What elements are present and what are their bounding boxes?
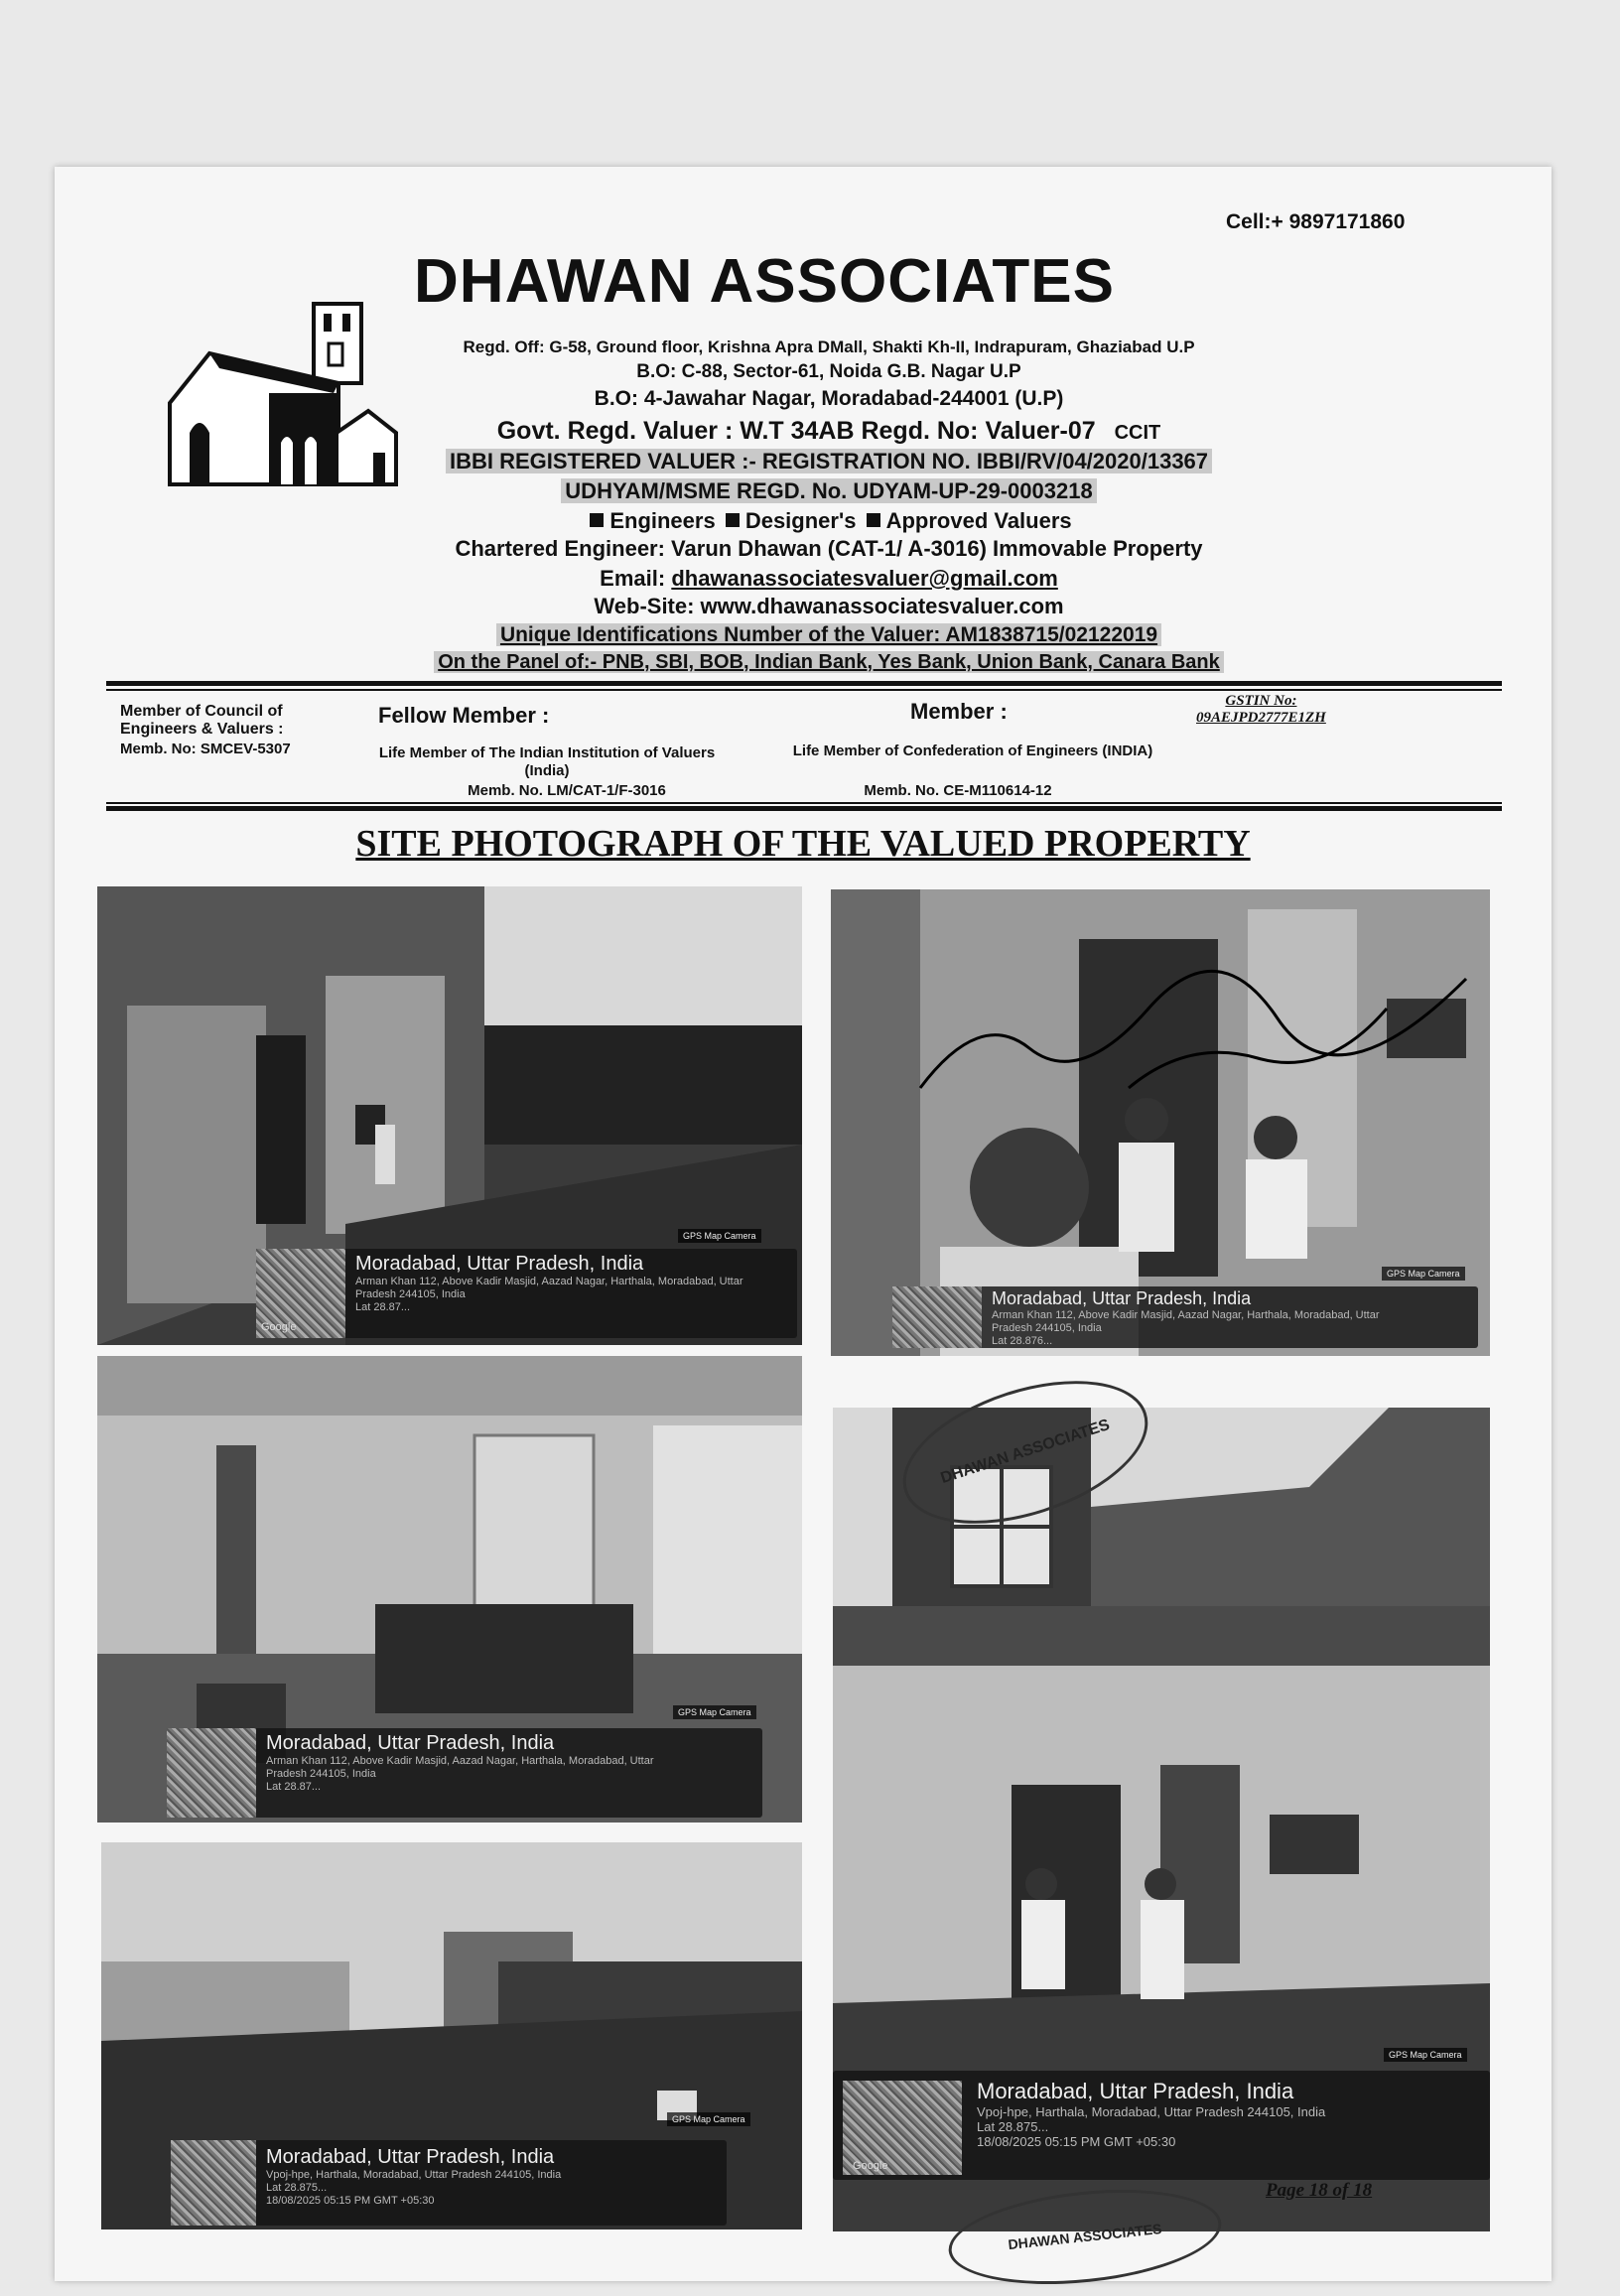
gstin (1196, 693, 1326, 727)
govt-valuer (243, 417, 1415, 446)
govt-valuer-text: Govt. Regd. Valuer : W.T 34AB Regd. No: Valuer-07 (496, 417, 1096, 445)
gps-location: Moradabad, Uttar Pradesh, India (266, 2146, 555, 2168)
gps-text (992, 1288, 1380, 1348)
fellow-text: Life Member of The Indian Institution of Valuers (India) (378, 744, 716, 779)
bullet-square-icon (867, 513, 880, 527)
google-label: Google (853, 2160, 888, 2172)
site-photo-persons (831, 889, 1490, 1356)
stamp-text: DHAWAN ASSOCIATES (938, 1416, 1113, 1488)
section-title: SITE PHOTOGRAPH OF THE VALUED PROPERTY (355, 823, 1251, 865)
uin-text: Unique Identifications Number of the Valuer: AM1838715/02122019 (496, 623, 1161, 646)
map-thumbnail (892, 1286, 982, 1348)
gps-overlay (833, 2071, 1490, 2180)
gps-camera-tag: GPS Map Camera (667, 2112, 750, 2126)
fellow-label: Fellow Member : (378, 703, 550, 728)
email-label: Email: (600, 566, 672, 591)
cell-number: Cell:+ 9897171860 (1226, 210, 1406, 233)
council-member: Member of Council of Engineers & Valuers : (120, 703, 284, 738)
gps-address: Vpoj-hpe, Harthala, Moradabad, Uttar Pradesh 244105, India Lat 28.875... 18/08/2025 05:15 PM GMT +05:30 (977, 2104, 1326, 2149)
ibbi-text: IBBI REGISTERED VALUER :- REGISTRATION NO. IBBI/RV/04/2020/13367 (446, 449, 1212, 473)
chartered-engineer: Chartered Engineer: Varun Dhawan (CAT-1/ A-3016) Immovable Property (455, 536, 1203, 561)
regd-office: Regd. Off: G-58, Ground floor, Krishna Apra DMall, Shakti Kh-II, Indrapuram, Ghaziabad U.P (463, 338, 1195, 356)
uin-line (243, 623, 1415, 647)
page-number: Page 18 of 18 (1266, 2180, 1373, 2201)
firm-name: DHAWAN ASSOCIATES (414, 247, 1115, 316)
gps-overlay (892, 1286, 1478, 1348)
udyam-registration (243, 478, 1415, 504)
member-number: Memb. No. CE-M110614-12 (864, 782, 1052, 799)
site-photo-plot (101, 1842, 802, 2229)
site-photo-interior (97, 1356, 802, 1823)
email-line (243, 566, 1415, 592)
website-line[interactable]: Web-Site: www.dhawanassociatesvaluer.com (594, 594, 1064, 618)
branch-noida: B.O: C-88, Sector-61, Noida G.B. Nagar U.P (636, 361, 1021, 382)
map-thumbnail (171, 2140, 256, 2226)
gps-text (266, 1732, 654, 1794)
gps-location: Moradabad, Uttar Pradesh, India (266, 1732, 555, 1754)
services-line (243, 508, 1415, 534)
branch-moradabad: B.O: 4-Jawahar Nagar, Moradabad-244001 (U.P) (594, 387, 1064, 410)
gps-camera-tag: GPS Map Camera (673, 1705, 756, 1719)
gps-camera-tag: GPS Map Camera (1384, 2048, 1467, 2062)
gps-location: Moradabad, Uttar Pradesh, India (992, 1288, 1252, 1308)
email-link[interactable]: dhawanassociatesvaluer@gmail.com (671, 566, 1058, 591)
service-engineers: Engineers (609, 508, 716, 533)
divider-top (106, 681, 1502, 686)
map-thumbnail (167, 1728, 256, 1818)
service-designers: Designer's (744, 508, 857, 533)
divider-bottom (106, 806, 1502, 811)
gps-camera-tag: GPS Map Camera (678, 1229, 761, 1243)
site-photo-building (833, 1408, 1490, 2231)
stamp-text: DHAWAN ASSOCIATES (1007, 2220, 1163, 2253)
gps-text (977, 2079, 1325, 2149)
gps-overlay (256, 1249, 797, 1338)
member-label: Member : (910, 699, 1008, 724)
council-number: Memb. No: SMCEV-5307 (120, 741, 291, 757)
divider-bottom-thin (106, 802, 1502, 804)
document-page (55, 167, 1552, 2281)
gps-overlay (167, 1728, 762, 1818)
panel-text: On the Panel of:- PNB, SBI, BOB, Indian Bank, Yes Bank, Union Bank, Canara Bank (434, 651, 1224, 673)
site-photo-street (97, 886, 802, 1345)
gstin-value: 09AEJPD2777E1ZH (1196, 710, 1326, 726)
gps-location: Moradabad, Uttar Pradesh, India (355, 1253, 644, 1275)
gps-text (266, 2146, 561, 2208)
gps-address: Arman Khan 112, Above Kadir Masjid, Aazad Nagar, Harthala, Moradabad, Uttar Pradesh 244105, India Lat 28.87... (266, 1755, 654, 1793)
google-label: Google (261, 1321, 297, 1333)
bullet-square-icon (590, 513, 604, 527)
gps-location: Moradabad, Uttar Pradesh, India (977, 2079, 1294, 2103)
service-valuers: Approved Valuers (885, 508, 1072, 533)
gps-address: Vpoj-hpe, Harthala, Moradabad, Uttar Pradesh 244105, India Lat 28.875... 18/08/2025 05:15 PM GMT +05:30 (266, 2169, 562, 2207)
gps-address: Arman Khan 112, Above Kadir Masjid, Aazad Nagar, Harthala, Moradabad, Uttar Pradesh 244105, India Lat 28.87... (355, 1276, 743, 1313)
fellow-number: Memb. No. LM/CAT-1/F-3016 (468, 782, 666, 799)
panel-line (243, 651, 1415, 674)
gps-address: Arman Khan 112, Above Kadir Masjid, Aazad Nagar, Harthala, Moradabad, Uttar Pradesh 244105, India Lat 28.876... (992, 1309, 1380, 1347)
bullet-square-icon (726, 513, 740, 527)
gps-camera-tag: GPS Map Camera (1382, 1267, 1465, 1281)
gstin-label: GSTIN No: (1225, 693, 1297, 709)
ibbi-registration (243, 449, 1415, 474)
udyam-text: UDHYAM/MSME REGD. No. UDYAM-UP-29-0003218 (561, 478, 1096, 503)
member-text: Life Member of Confederation of Engineers (INDIA) (792, 743, 1153, 759)
gps-text (355, 1253, 743, 1314)
divider-top-thin (106, 689, 1502, 691)
gps-overlay (171, 2140, 727, 2226)
ccit-label: CCIT (1114, 422, 1161, 444)
